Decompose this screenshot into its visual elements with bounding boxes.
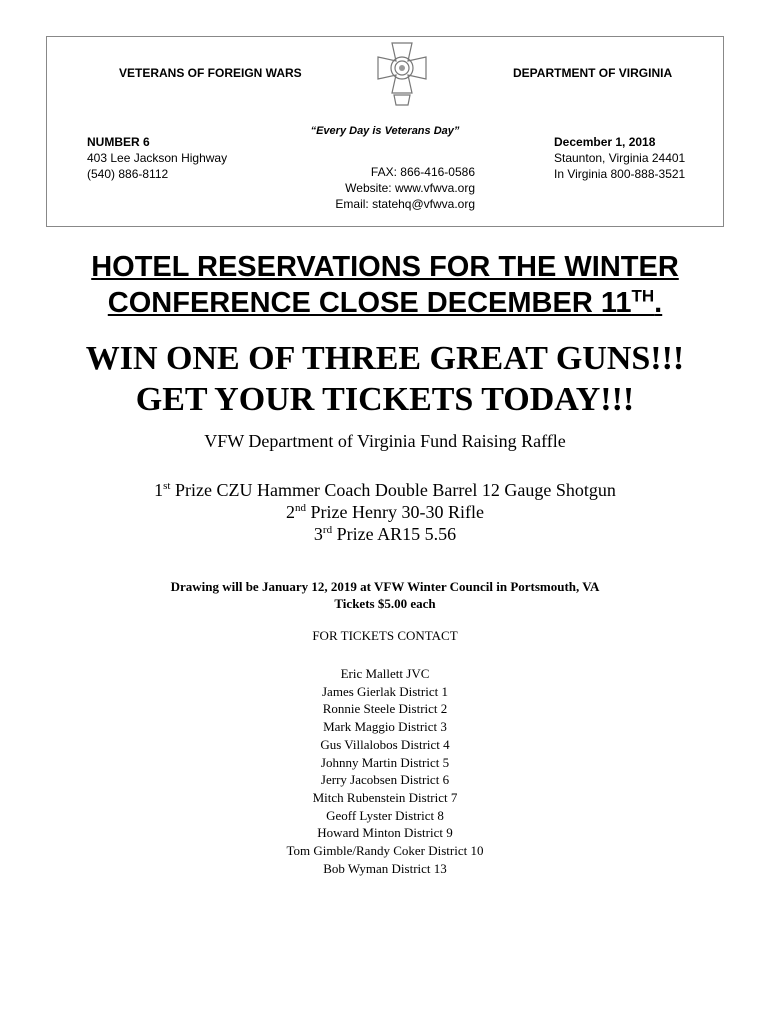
fax: FAX: 866-416-0586 xyxy=(370,165,475,179)
tickets-line: GET YOUR TICKETS TODAY!!! xyxy=(135,381,635,418)
motto: “Every Day is Veterans Day” xyxy=(310,125,460,137)
contact-list xyxy=(0,665,770,877)
contact-info xyxy=(305,164,475,212)
post-info xyxy=(87,134,227,182)
vfw-cross-emblem-icon xyxy=(364,39,440,109)
contact-heading: FOR TICKETS CONTACT xyxy=(312,628,458,643)
drawing-date: Drawing will be January 12, 2019 at VFW Winter Council in Portsmouth, VA xyxy=(170,579,600,594)
date-info xyxy=(554,134,685,182)
website: Website: www.vfwva.org xyxy=(345,181,475,195)
headline-line-1: HOTEL RESERVATIONS FOR THE WINTER xyxy=(91,251,679,283)
contact-item: Geoff Lyster District 8 xyxy=(326,807,444,823)
post-phone: (540) 886-8112 xyxy=(87,167,169,181)
prize-3: 3rd Prize AR15 5.56 xyxy=(313,524,457,544)
contact-item: Mark Maggio District 3 xyxy=(323,719,447,735)
org-name: VETERANS OF FOREIGN WARS xyxy=(119,66,302,80)
contact-item: Mitch Rubenstein District 7 xyxy=(312,789,458,805)
contact-item: Tom Gimble/Randy Coker District 10 xyxy=(286,843,484,859)
contact-item: Gus Villalobos District 4 xyxy=(320,736,450,752)
city: Staunton, Virginia 24401 xyxy=(554,151,686,165)
contact-item: Ronnie Steele District 2 xyxy=(322,701,448,717)
contact-item: Howard Minton District 9 xyxy=(317,825,453,841)
raffle-title: VFW Department of Virginia Fund Raising Raffle xyxy=(204,431,566,451)
letter-date: December 1, 2018 xyxy=(554,135,656,149)
ticket-price: Tickets $5.00 each xyxy=(334,596,436,611)
contact-item: Johnny Martin District 5 xyxy=(320,754,450,770)
in-state-phone: In Virginia 800-888-3521 xyxy=(554,167,686,181)
contact-item: Jerry Jacobsen District 6 xyxy=(320,772,450,788)
headline-line-2: CONFERENCE CLOSE DECEMBER 11TH. xyxy=(107,286,663,319)
drawing-info xyxy=(0,578,770,612)
department-name: DEPARTMENT OF VIRGINIA xyxy=(513,66,673,80)
prize-2: 2nd Prize Henry 30-30 Rifle xyxy=(286,502,484,522)
contact-item: Eric Mallett JVC xyxy=(340,666,430,681)
win-line: WIN ONE OF THREE GREAT GUNS!!! xyxy=(85,340,685,377)
letterhead xyxy=(46,36,724,227)
hotel-headline xyxy=(0,249,770,321)
post-address: 403 Lee Jackson Highway xyxy=(87,151,228,165)
email: Email: statehq@vfwva.org xyxy=(335,197,475,211)
post-number: NUMBER 6 xyxy=(87,135,150,149)
prize-1: 1st Prize CZU Hammer Coach Double Barrel 12 Gauge Shotgun xyxy=(154,480,616,500)
prize-list xyxy=(0,479,770,545)
contact-item: Bob Wyman District 13 xyxy=(323,860,447,876)
raffle-banner xyxy=(0,338,770,420)
contact-item: James Gierlak District 1 xyxy=(322,683,448,699)
